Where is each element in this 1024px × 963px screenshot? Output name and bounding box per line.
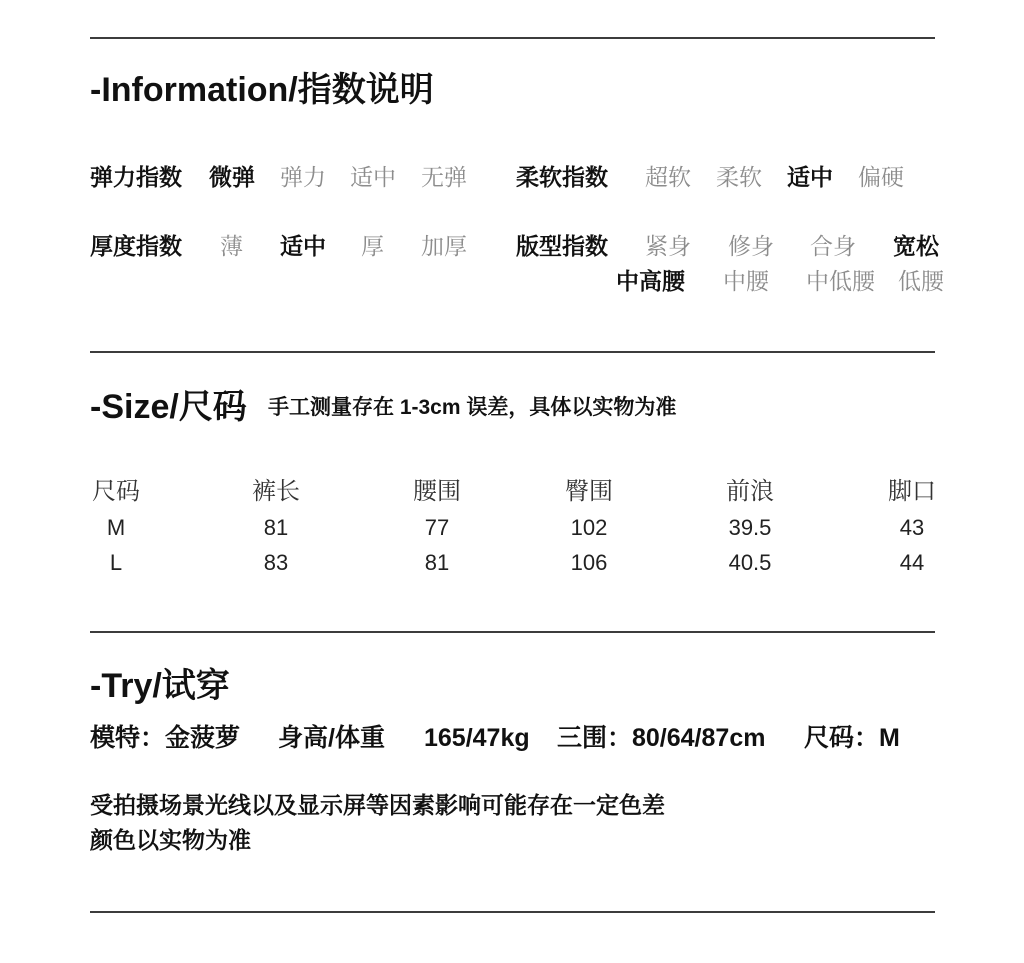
softness-label: 柔软指数: [516, 164, 608, 190]
size-table-header-cell: 脚口: [888, 478, 936, 505]
elasticity-option: 适中: [350, 164, 396, 190]
elasticity-label: 弹力指数: [90, 164, 182, 190]
color-disclaimer: 颜色以实物为准: [90, 827, 251, 853]
fit-option: 紧身: [645, 233, 691, 259]
size-table-cell: 81: [263, 515, 289, 540]
thickness-option: 适中: [280, 233, 326, 259]
elasticity-option: 弹力: [280, 164, 326, 190]
height-weight-value: 165/47kg: [424, 724, 530, 752]
thickness-option: 加厚: [421, 233, 467, 259]
divider: [90, 37, 935, 39]
thickness-option: 薄: [220, 233, 243, 259]
index-row: [0, 165, 1024, 191]
thickness-option: 厚: [361, 233, 384, 259]
size-table-cell: 43: [899, 515, 925, 540]
softness-option: 适中: [787, 164, 833, 190]
size-table-header: [0, 479, 1024, 505]
size-table-cell: 102: [570, 515, 608, 540]
elasticity-option: 无弹: [421, 164, 467, 190]
softness-option: 偏硬: [858, 164, 904, 190]
model-info-line: [0, 725, 1024, 751]
size-title: -Size/尺码: [90, 388, 247, 426]
body-measurements: 三围：80/64/87cm: [557, 724, 766, 752]
softness-option: 超软: [645, 164, 691, 190]
waist-option: 中低腰: [806, 268, 875, 294]
fit-option: 修身: [728, 233, 774, 259]
size-table-row: [0, 516, 1024, 542]
size-table-cell: 81: [424, 550, 450, 575]
size-table-cell: 44: [899, 550, 925, 575]
size-table-header-cell: 裤长: [252, 478, 300, 505]
size-table-cell: 39.5: [728, 515, 772, 540]
size-table-header-cell: 前浪: [726, 478, 774, 505]
fit-option: 合身: [810, 233, 856, 259]
index-row: [0, 234, 1024, 260]
softness-option: 柔软: [716, 164, 762, 190]
waist-option: 中腰: [723, 268, 769, 294]
size-table-cell: L: [109, 550, 123, 575]
fit-option: 宽松: [893, 233, 939, 259]
size-table-cell: 106: [570, 550, 608, 575]
fit-label: 版型指数: [516, 233, 608, 259]
size-table-header-cell: 腰围: [413, 478, 461, 505]
waist-option: 低腰: [898, 268, 944, 294]
size-table-row: [0, 551, 1024, 577]
size-table-header-cell: 臀围: [565, 478, 613, 505]
size-table-cell: 40.5: [728, 550, 772, 575]
size-table-cell: 83: [263, 550, 289, 575]
height-weight-label: 身高/体重: [278, 724, 385, 752]
size-table-cell: M: [106, 515, 126, 540]
information-title: -Information/指数说明: [90, 71, 434, 109]
divider: [90, 911, 935, 913]
model-size: 尺码：M: [804, 724, 900, 752]
thickness-label: 厚度指数: [90, 233, 182, 259]
index-row: [0, 269, 1024, 295]
divider: [90, 351, 935, 353]
size-note: 手工测量存在 1-3cm 误差，具体以实物为准: [268, 396, 677, 419]
divider: [90, 631, 935, 633]
size-table-cell: 77: [424, 515, 450, 540]
waist-option: 中高腰: [616, 268, 685, 294]
try-title: -Try/试穿: [90, 667, 230, 705]
color-disclaimer: 受拍摄场景光线以及显示屏等因素影响可能存在一定色差: [90, 792, 665, 818]
size-table-header-cell: 尺码: [92, 478, 140, 505]
model-name: 模特：金菠萝: [90, 724, 241, 752]
elasticity-option: 微弹: [209, 164, 255, 190]
